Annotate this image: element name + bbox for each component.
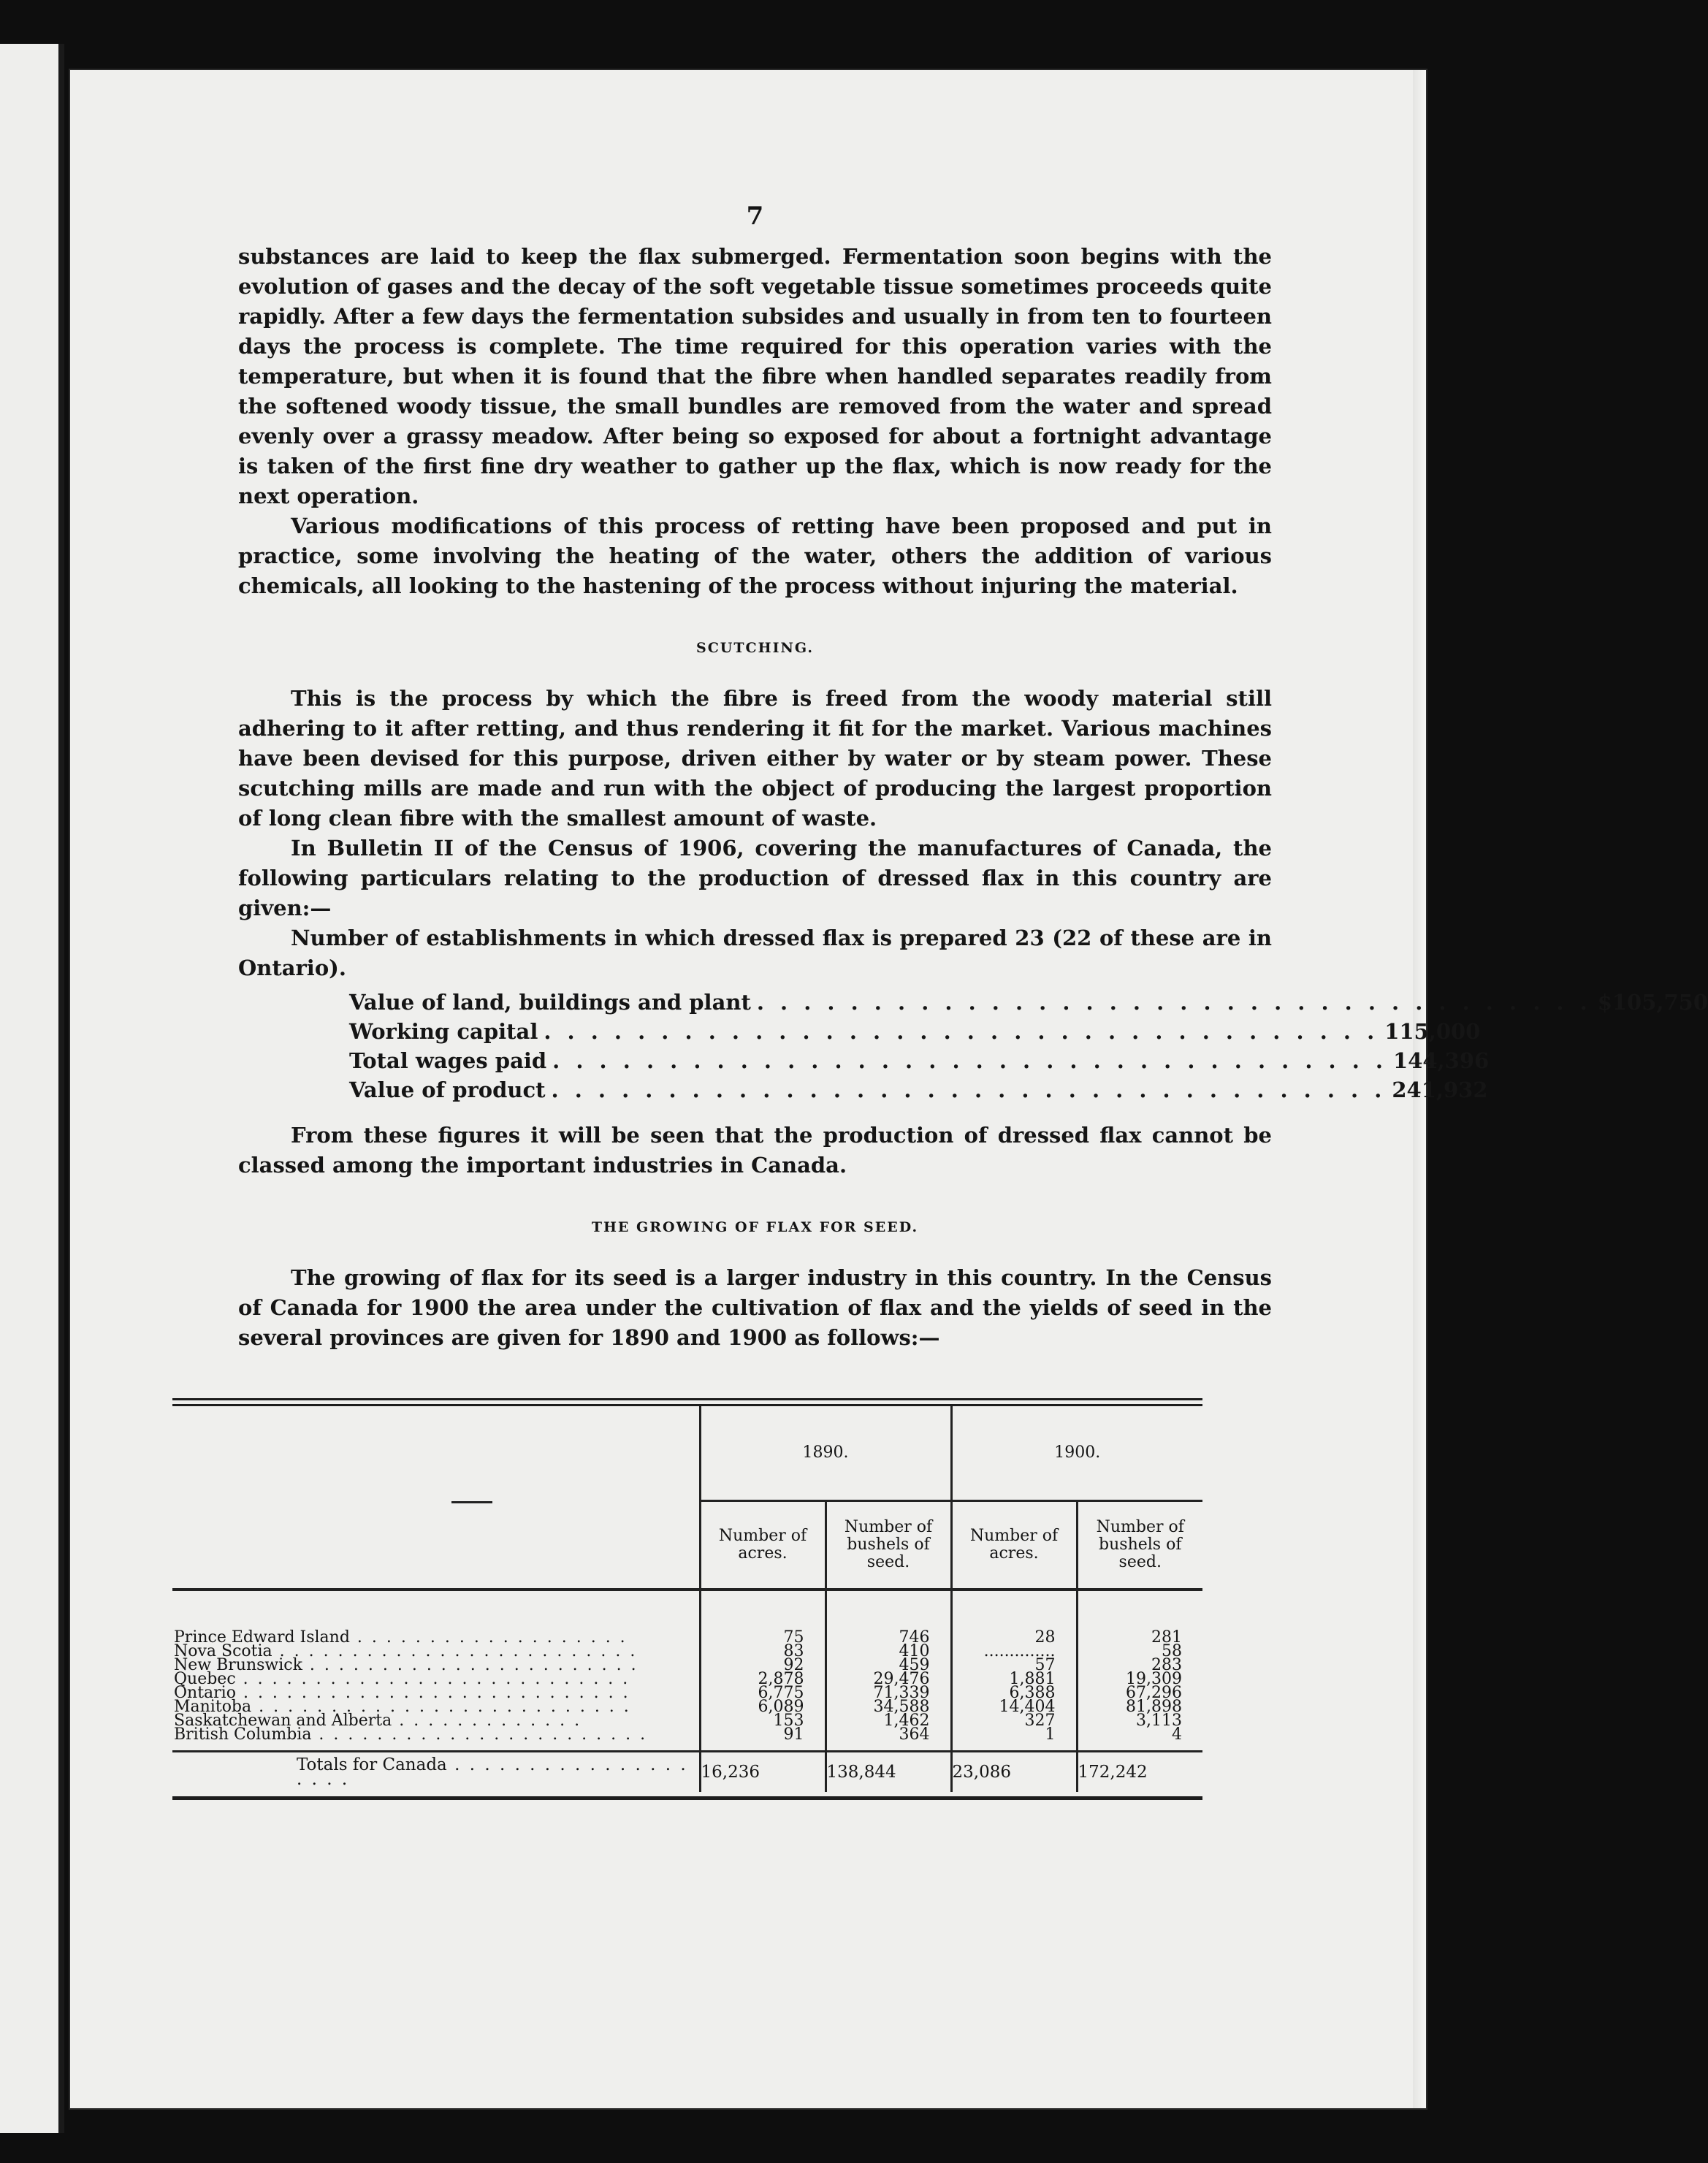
paragraph-scutching: This is the process by which the fibre is freed from the woody material still adhering to it after retting, and thus rendering it fit for the market. Various machines have been devised for this purpose, driven either by water or by steam power. These scutching mills are made and run with the object of producing the largest proportion of long clean fibre with the smallest amount of waste. <box>238 686 1272 831</box>
province-cell: Quebec . . . . . . . . . . . . . . . . . . . . . . . . . . . <box>174 1670 630 1688</box>
acres-1900-cell: 14,404 <box>951 1700 1077 1714</box>
flax-seed-table <box>172 1398 1202 1800</box>
page-number: 7 <box>746 202 764 231</box>
bushels-1900-cell: 81,898 <box>1077 1700 1202 1714</box>
acres-1890-cell: 6,089 <box>700 1700 826 1714</box>
stat-value: 241,932 <box>1392 1077 1488 1102</box>
acres-1890-cell: 6,775 <box>700 1686 826 1700</box>
acres-1900-cell: 327 <box>951 1714 1077 1728</box>
stat-row <box>349 988 1708 1017</box>
bushels-1890-cell: 746 <box>826 1630 951 1644</box>
paragraph-retting-continued: substances are laid to keep the flax submerged. Fermentation soon begins with the evolution of gases and the decay of the soft vegetable tissue sometimes proceeds quite rapidly. After a few days the fermentation subsides and usually in from ten to fourteen days the process is complete. The time required for this operation varies with the temperature, but when it is found that the fibre when handled separates readily from the softened woody tissue, the small bundles are removed from the water and spread evenly over a grassy meadow. After being so exposed for about a fortnight advantage is taken of the first fine dry weather to gather up the flax, which is now ready for the next operation. <box>238 244 1272 508</box>
total-acres-1900: 23,086 <box>951 1752 1077 1793</box>
acres-1890-cell: 92 <box>700 1658 826 1672</box>
acres-1900-cell: 1 <box>951 1728 1077 1752</box>
year-1890-header: 1890. <box>700 1406 951 1501</box>
paragraph-growing-flax: The growing of flax for its seed is a larger industry in this country. In the Census of Canada for 1900 the area under the cultivation of flax and the yields of seed in the several provinces are given for 1890 and 1900 as follows:— <box>238 1265 1272 1350</box>
heading-scutching: SCUTCHING. <box>695 640 815 656</box>
previous-page-edge <box>0 44 64 2133</box>
acres-1890-cell: 91 <box>700 1728 826 1752</box>
table-bottom-rule <box>172 1796 1202 1800</box>
total-bushels-1890: 138,844 <box>826 1752 951 1793</box>
header-acres-1900: Number of acres. <box>951 1501 1077 1589</box>
leader-dots: . . . . . . . . . . . . . . . . . . . . . . . . . . . . . . . . . . . . <box>551 1077 1387 1102</box>
table-top-rule <box>172 1398 1202 1406</box>
stat-value: 115,000 <box>1384 1019 1481 1044</box>
acres-1900-cell: 28 <box>951 1630 1077 1644</box>
stub-header <box>172 1406 700 1588</box>
year-1900-header: 1900. <box>951 1406 1202 1501</box>
stat-label: Working capital <box>349 1019 538 1044</box>
leader-dots: . . . . . . . . . . . . . . . . . . . . . . . . . . . . . . . . . . . . <box>544 1019 1379 1044</box>
stat-row <box>349 1017 1481 1046</box>
stat-label: Value of land, buildings and plant <box>349 990 751 1015</box>
province-cell: New Brunswick . . . . . . . . . . . . . . . . . . . . . . . <box>174 1656 638 1674</box>
header-bushels-1900: Number of bushels of seed. <box>1077 1501 1202 1589</box>
bushels-1900-cell: 4 <box>1077 1728 1202 1752</box>
bushels-1890-cell: 29,476 <box>826 1672 951 1686</box>
paragraph-conclusion: From these figures it will be seen that the production of dressed flax cannot be classed among the important industries in Canada. <box>238 1123 1272 1178</box>
stat-value: $105,750 <box>1597 990 1708 1015</box>
acres-1890-cell: 153 <box>700 1714 826 1728</box>
province-cell: Prince Edward Island . . . . . . . . . . . . . . . . . . . <box>174 1628 628 1647</box>
dressed-flax-stats <box>349 988 1708 1105</box>
year-header-row <box>172 1406 1202 1501</box>
acres-1900-cell: .............. <box>951 1644 1077 1658</box>
paragraph-retting-modifications: Various modifications of this process of retting have been proposed and put in practice, some involving the heating of the water, others the addition of various chemicals, all looking to the hastening of the process without injuring the material. <box>238 514 1272 598</box>
bushels-1900-cell: 58 <box>1077 1644 1202 1658</box>
header-bushels-1890: Number of bushels of seed. <box>826 1501 951 1589</box>
bushels-1900-cell: 67,296 <box>1077 1686 1202 1700</box>
heading-growing-flax: THE GROWING OF FLAX FOR SEED. <box>591 1219 919 1235</box>
bushels-1900-cell: 3,113 <box>1077 1714 1202 1728</box>
leader-dots: . . . . . . . . . . . . . . . . . . . . . . . . . . . . . . . . . . . . <box>756 990 1592 1015</box>
table-row <box>172 1728 1202 1752</box>
paragraph-establishments: Number of establishments in which dressed flax is prepared 23 (22 of these are in Ontario). <box>238 926 1272 980</box>
bushels-1890-cell: 364 <box>826 1728 951 1752</box>
acres-1900-cell: 57 <box>951 1658 1077 1672</box>
stat-label: Total wages paid <box>349 1048 547 1073</box>
acres-1890-cell: 2,878 <box>700 1672 826 1686</box>
acres-1890-cell: 75 <box>700 1630 826 1644</box>
flax-table-grid <box>172 1406 1202 1792</box>
paragraph-bulletin: In Bulletin II of the Census of 1906, covering the manufactures of Canada, the following particulars relating to the production of dressed flax in this country are given:— <box>238 836 1272 920</box>
totals-label-cell: Totals for Canada . . . . . . . . . . . . . . . . . . . . <box>172 1752 700 1793</box>
bushels-1890-cell: 71,339 <box>826 1686 951 1700</box>
leader-dots: . . . . . . . . . . . . . . . . . . . . . . . . . . . . . . . . . . . . <box>552 1048 1388 1073</box>
bushels-1890-cell: 459 <box>826 1658 951 1672</box>
province-cell: Ontario . . . . . . . . . . . . . . . . . . . . . . . . . . . <box>174 1684 630 1702</box>
page-content <box>238 202 1708 1353</box>
bushels-1890-cell: 1,462 <box>826 1714 951 1728</box>
document-page <box>70 70 1708 2108</box>
stat-row <box>349 1075 1488 1105</box>
acres-1900-cell: 1,881 <box>951 1672 1077 1686</box>
province-cell: Saskatchewan and Alberta . . . . . . . . . . . . . <box>174 1712 582 1730</box>
stat-value: 144,396 <box>1393 1048 1490 1073</box>
bushels-1890-cell: 34,588 <box>826 1700 951 1714</box>
stub-dash <box>451 1501 492 1503</box>
province-cell: British Columbia . . . . . . . . . . . . . . . . . . . . . . . <box>174 1725 648 1744</box>
total-acres-1890: 16,236 <box>700 1752 826 1793</box>
bushels-1890-cell: 410 <box>826 1644 951 1658</box>
bushels-1900-cell: 19,309 <box>1077 1672 1202 1686</box>
total-bushels-1900: 172,242 <box>1077 1752 1202 1793</box>
acres-1900-cell: 6,388 <box>951 1686 1077 1700</box>
province-cell: Nova Scotia . . . . . . . . . . . . . . . . . . . . . . . . . <box>174 1642 638 1660</box>
stat-label: Value of product <box>349 1077 546 1102</box>
stat-row <box>349 1046 1490 1075</box>
table-spacer <box>172 1590 1202 1630</box>
header-acres-1890: Number of acres. <box>700 1501 826 1589</box>
bushels-1900-cell: 281 <box>1077 1630 1202 1644</box>
bushels-1900-cell: 283 <box>1077 1658 1202 1672</box>
province-cell: Manitoba . . . . . . . . . . . . . . . . . . . . . . . . . . <box>174 1698 631 1716</box>
totals-row <box>172 1752 1202 1793</box>
acres-1890-cell: 83 <box>700 1644 826 1658</box>
